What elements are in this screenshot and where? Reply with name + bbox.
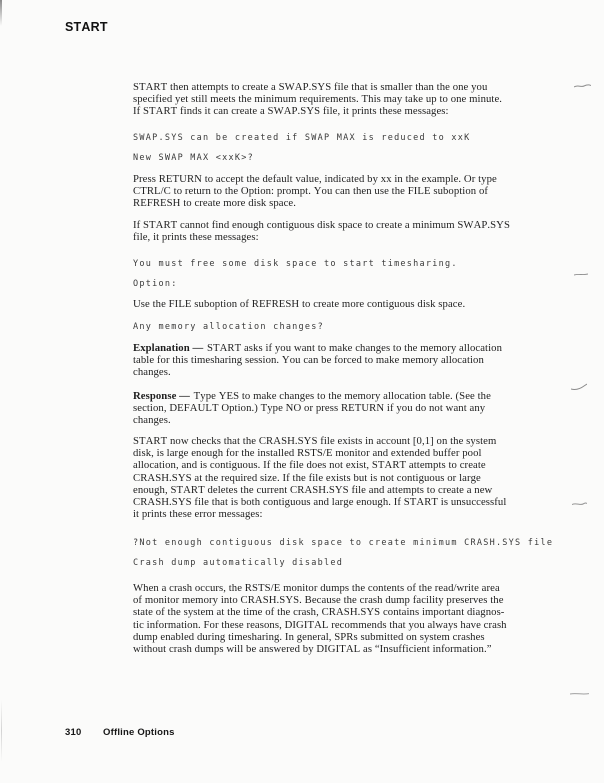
- code-line: Crash dump automatically disabled: [133, 558, 344, 568]
- text-line-rest: START asks if you want to make changes to the memory allocation: [206, 342, 502, 354]
- code-line: ?Not enough contiguous disk space to create minimum CRASH.SYS file: [133, 538, 554, 548]
- footer-section-title: Offline Options: [103, 727, 175, 738]
- text-line-rest: Type YES to make changes to the memory allocation table. (See the: [193, 390, 491, 402]
- scan-artifact-mark: [571, 383, 587, 391]
- paragraph: [133, 173, 497, 210]
- text-line: allocation, and is contiguous. If the file does not exist, START attempts to create: [133, 459, 486, 472]
- text-line: CRASH.SYS at the required size. If the file exists but is not contiguous or large: [133, 471, 481, 484]
- scan-artifact-mark: [574, 83, 591, 89]
- text-line: disk, is large enough for the installed RSTS/E monitor and extended buffer pool: [133, 447, 482, 460]
- page-edge-scan-line: [1, 700, 2, 762]
- page-number: 310: [65, 727, 82, 738]
- code-line: SWAP.SYS can be created if SWAP MAX is reduced to xxK: [133, 133, 471, 143]
- terminal-output: [133, 254, 458, 294]
- text-line: [133, 390, 491, 402]
- paragraph: [133, 582, 507, 655]
- paragraph: [133, 435, 506, 520]
- text-line: changes.: [133, 366, 171, 379]
- bold-lead: Response —: [133, 390, 190, 402]
- text-line: state of the system at the time of the crash, CRASH.SYS contains important diagnos-: [133, 606, 505, 619]
- page-footer: [65, 727, 175, 738]
- text-line: START then attempts to create a SWAP.SYS file that is smaller than the one you: [133, 81, 488, 93]
- page-edge-scan-line: [0, 0, 2, 26]
- text-line: CTRL/C to return to the Option: prompt. You can then use the FILE suboption of: [133, 185, 489, 198]
- text-line: section, DEFAULT Option.) Type NO or press RETURN if you do not want any: [133, 402, 486, 415]
- code-line: You must free some disk space to start timesharing.: [133, 259, 458, 269]
- text-line: without crash dumps will be answered by DIGITAL as “Insufficient information.”: [133, 643, 492, 656]
- terminal-output: [133, 128, 470, 168]
- text-line: tic information. For these reasons, DIGITAL recommends that you always have crash: [133, 618, 507, 631]
- code-line: Option:: [133, 279, 178, 289]
- paragraph: [133, 219, 510, 243]
- scan-artifact-mark: [572, 501, 587, 507]
- text-line: enough, START deletes the current CRASH.SYS file and attempts to create a new: [133, 483, 493, 496]
- text-line: specified yet still meets the minimum requirements. This may take up to one minute.: [133, 93, 503, 106]
- text-line: of monitor memory into CRASH.SYS. Because the crash dump facility preserves the: [133, 594, 504, 607]
- terminal-output: [133, 317, 324, 337]
- code-line: New SWAP MAX <xxK>?: [133, 153, 254, 163]
- scan-artifact-mark: [570, 691, 589, 697]
- text-line: dump enabled during timesharing. In general, SPRs submitted on system crashes: [133, 630, 485, 643]
- terminal-output: [133, 533, 553, 573]
- text-line: Press RETURN to accept the default value, indicated by xx in the example. Or type: [133, 173, 497, 185]
- code-line: Any memory allocation changes?: [133, 322, 325, 332]
- paragraph-explanation: [133, 342, 502, 379]
- text-line: If START cannot find enough contiguous disk space to create a minimum SWAP.SYS: [133, 219, 510, 231]
- bold-lead: Explanation —: [133, 342, 204, 354]
- running-header: START: [65, 20, 108, 34]
- scan-artifact-mark: [574, 272, 588, 277]
- text-line: When a crash occurs, the RSTS/E monitor dumps the contents of the read/write area: [133, 582, 500, 594]
- text-line: file, it prints these messages:: [133, 231, 259, 244]
- text-line: CRASH.SYS file that is both contiguous and large enough. If START is unsuccessful: [133, 496, 507, 509]
- text-line: Use the FILE suboption of REFRESH to create more contiguous disk space.: [133, 298, 466, 310]
- text-line: REFRESH to create more disk space.: [133, 197, 296, 210]
- text-line: [133, 342, 502, 354]
- paragraph-response: [133, 390, 491, 427]
- paragraph: [133, 81, 502, 118]
- text-line: it prints these error messages:: [133, 508, 263, 521]
- paragraph: [133, 298, 465, 310]
- text-line: changes.: [133, 414, 171, 427]
- text-line: If START finds it can create a SWAP.SYS file, it prints these messages:: [133, 105, 449, 118]
- text-line: table for this timesharing session. You can be forced to make memory allocation: [133, 354, 484, 367]
- text-line: START now checks that the CRASH.SYS file exists in account [0,1] on the system: [133, 435, 497, 447]
